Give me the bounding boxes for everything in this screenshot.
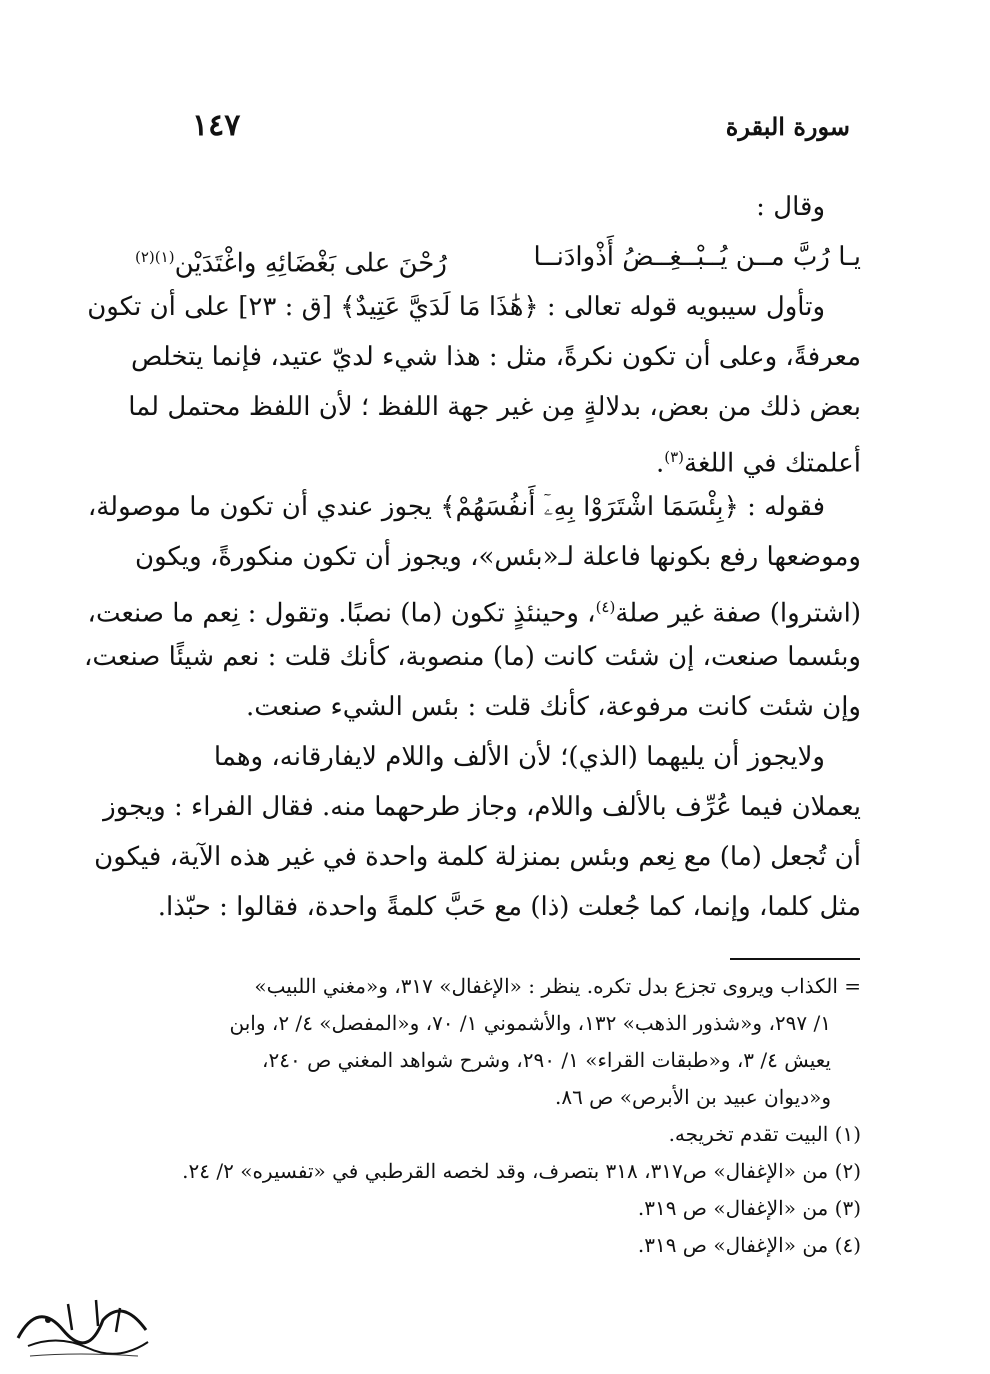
paragraph-1-line-2: معرفةً، وعلى أن تكون نكرةً، مثل : هذا شيء لديّ عتيد، فإنما يتخلص	[130, 342, 861, 372]
footnote-ref-3: (٣)	[664, 448, 684, 466]
period: .	[655, 448, 665, 479]
verse-second-text: رُحْنَ على بَغْضَائِهِ واغْتَدَيْن	[174, 248, 447, 279]
text-segment: ، وحينئذٍ تكون (ما) نصبًا. وتقول : نِعم ما صنعت،	[87, 598, 596, 629]
footnote-continued-line-1: = الكذاب ويروى تجزع بدل تكره. ينظر : «الإغفال» ٣١٧، و«مغني اللبيب»	[254, 974, 861, 998]
text-segment: وتأول سيبويه قوله تعالى : ﴿	[523, 292, 825, 322]
page-header	[192, 108, 850, 148]
intro-line: وقال :	[756, 192, 825, 222]
text-segment: (اشتروا) صفة غير صلة	[615, 598, 861, 629]
paragraph-1-line-4	[131, 432, 861, 482]
footnote-divider	[730, 958, 860, 960]
paragraph-3-line-4: مثل كلما، وإنما، كما جُعلت (ذا) مع حَبَّ كلمةً واحدة، فقالوا : حبّذا.	[157, 892, 861, 922]
paragraph-2-line-1	[87, 482, 861, 532]
paragraph-2-line-3	[87, 582, 861, 632]
verse-second-hemistich	[135, 232, 447, 282]
footnote-continued-line-4: و«ديوان عبيد بن الأبرص» ص ٨٦.	[554, 1085, 831, 1109]
text-segment: أعلمتك في اللغة	[684, 448, 861, 479]
paragraph-2-line-4: وبئسما صنعت، إن شئت كانت (ما) منصوبة، كأنك قلت : نعم شيئًا صنعت،	[84, 642, 861, 672]
main-text	[84, 182, 861, 932]
footnote-ref-1-2: (١)(٢)	[135, 248, 175, 266]
paragraph-3-line-1: ولايجوز أن يليهما (الذي)؛ لأن الألف واللام لايفارقانه، وهما	[213, 742, 825, 772]
signature-stamp-icon	[8, 1290, 158, 1362]
quran-quote: هَٰذَا مَا لَدَيَّ عَتِيدٌ	[355, 292, 524, 322]
surah-title: سورة البقرة	[725, 112, 850, 141]
poetry-verse	[131, 232, 861, 282]
footnote-continued-line-2: ١/ ٢٩٧، و«شذور الذهب» ١٣٢، والأشموني ١/ ٧٠، و«المفصل» ٤/ ٢، وابن	[229, 1011, 831, 1035]
page-number: ١٤٧	[192, 108, 241, 143]
paragraph-3-line-2: يعملان فيما عُرِّف بالألف واللام، وجاز طرحهما منه. فقال الفراء : ويجوز	[103, 792, 861, 822]
paragraph-1-line-1	[87, 282, 861, 332]
footnote-3: (٣) من «الإغفال» ص ٣١٩.	[637, 1196, 861, 1220]
quran-quote: بِئْسَمَا اشْتَرَوْا بِهِۦٓ أَنفُسَهُمْ	[455, 492, 724, 522]
footnote-1: (١) البيت تقدم تخريجه.	[668, 1122, 861, 1146]
paragraph-3-line-3: أن تُجعل (ما) مع نِعم وبئس بمنزلة كلمة واحدة في غير هذه الآية، فيكون	[94, 842, 861, 872]
paragraph-2-line-2: وموضعها رفع بكونها فاعلة لـ«بئس»، ويجوز أن تكون منكورةً، ويكون	[134, 542, 861, 572]
footnote-continued-line-3: يعيش ٤/ ٣، و«طبقات القراء» ١/ ٢٩٠، وشرح شواهد المغني ص ٢٤٠،	[262, 1048, 831, 1072]
paragraph-1-line-3: بعض ذلك من بعض، بدلالةٍ مِن غير جهة اللفظ ؛ لأن اللفظ محتمل لما	[128, 392, 861, 422]
verse-first-hemistich: يـا رُبَّ مــن يُــبْــغِــضُ أَذْوادَنــا	[533, 242, 861, 272]
text-segment: ﴾ يجوز عندي أن تكون ما موصولة،	[87, 492, 456, 522]
footnote-ref-4: (٤)	[595, 598, 616, 616]
footnotes	[131, 968, 861, 1264]
text-segment: فقوله : ﴿	[723, 492, 825, 522]
text-segment: ﴾ [ق : ٢٣] على أن تكون	[87, 292, 356, 322]
footnote-2: (٢) من «الإغفال» ص٣١٧، ٣١٨ بتصرف، وقد لخصه القرطبي في «تفسيره» ٢/ ٢٤.	[182, 1159, 861, 1183]
footnote-4: (٤) من «الإغفال» ص ٣١٩.	[637, 1233, 861, 1257]
paragraph-2-line-5: وإن شئت كانت مرفوعة، كأنك قلت : بئس الشيء صنعت.	[246, 692, 861, 722]
